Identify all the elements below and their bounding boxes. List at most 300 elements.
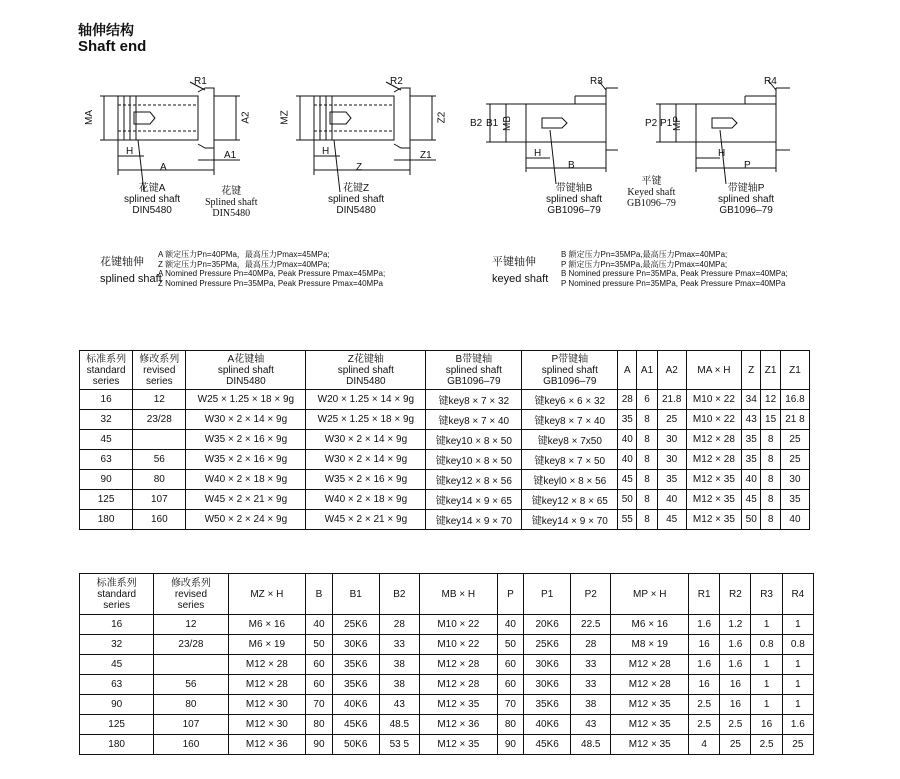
table-cell: 1 bbox=[782, 615, 813, 635]
label-h-b: H bbox=[534, 148, 542, 159]
table-cell: M12 × 36 bbox=[420, 715, 498, 735]
table-cell: 55 bbox=[618, 510, 637, 530]
table-cell: 8 bbox=[637, 490, 657, 510]
table-cell: 40 bbox=[497, 615, 524, 635]
table-cell: 键key8 × 7 × 50 bbox=[522, 450, 618, 470]
table-cell: 8 bbox=[761, 450, 781, 470]
table-row bbox=[80, 510, 810, 530]
column-header-line: splined shaft bbox=[445, 364, 502, 376]
column-header bbox=[720, 574, 751, 615]
column-header-line: B2 bbox=[393, 588, 406, 600]
legend-keyed-line: P Nomined pressure Pn=35MPa, Peak Pressure Pmax=40MPa bbox=[561, 278, 786, 288]
column-header bbox=[782, 574, 813, 615]
caption-p-en: splined shaft bbox=[718, 194, 775, 205]
table-cell: 1 bbox=[782, 675, 813, 695]
table-cell: 56 bbox=[154, 675, 228, 695]
column-header bbox=[80, 351, 133, 390]
table-cell: W30 × 2 × 14 × 9g bbox=[186, 410, 306, 430]
table-cell: 45 bbox=[80, 430, 133, 450]
table-cell: 1.6 bbox=[689, 655, 720, 675]
legend-splined-title-cn: 花键轴伸 bbox=[100, 256, 144, 268]
table-cell: 30K6 bbox=[332, 635, 379, 655]
table-cell: 键key8 × 7x50 bbox=[522, 430, 618, 450]
label-a: A bbox=[160, 162, 167, 173]
table-cell: 1 bbox=[751, 695, 782, 715]
table-cell: M10 × 22 bbox=[686, 390, 742, 410]
table-cell: 键key6 × 6 × 32 bbox=[522, 390, 618, 410]
table-cell: 16.8 bbox=[780, 390, 809, 410]
table-header-row bbox=[80, 574, 814, 615]
table-cell: 1 bbox=[751, 615, 782, 635]
shaft-a-drawing bbox=[100, 82, 240, 192]
legend-splined-line: Z Nomined Pressure Pn=35MPa, Peak Pressure Pmax=40MPa bbox=[158, 278, 383, 288]
column-header-line: 修改系列 bbox=[139, 353, 180, 365]
caption-flat-key bbox=[627, 176, 676, 209]
table-cell: 0.8 bbox=[782, 635, 813, 655]
table-cell: 160 bbox=[154, 735, 228, 755]
column-header-line: R1 bbox=[697, 588, 711, 600]
table-cell: W35 × 2 × 16 × 9g bbox=[186, 430, 306, 450]
column-header-line: revised bbox=[174, 588, 208, 600]
table-row bbox=[80, 470, 810, 490]
table-cell: 35 bbox=[780, 490, 809, 510]
table-cell: 25 bbox=[780, 430, 809, 450]
column-header bbox=[524, 574, 571, 615]
table-cell: 38 bbox=[379, 655, 419, 675]
column-header-line: A1 bbox=[640, 364, 654, 376]
column-header-line: P bbox=[507, 588, 514, 600]
caption-a-std: DIN5480 bbox=[132, 205, 172, 216]
column-header bbox=[761, 351, 781, 390]
table-cell: 8 bbox=[761, 470, 781, 490]
table-cell: M12 × 35 bbox=[686, 490, 742, 510]
table-cell: M12 × 28 bbox=[420, 675, 498, 695]
table-cell: 35 bbox=[618, 410, 637, 430]
table-cell: 50 bbox=[497, 635, 524, 655]
table-row bbox=[80, 490, 810, 510]
table-cell: 43 bbox=[379, 695, 419, 715]
legend-keyed-line: B 额定压力Pn=35MPa,最高压力Pmax=40MPa; bbox=[561, 250, 728, 259]
table-cell: M10 × 22 bbox=[420, 615, 498, 635]
table-cell: 63 bbox=[80, 675, 154, 695]
table-cell: 40 bbox=[657, 490, 686, 510]
table-cell: M12 × 28 bbox=[420, 655, 498, 675]
table-cell: 45 bbox=[742, 490, 761, 510]
table-cell: 1 bbox=[782, 655, 813, 675]
column-header bbox=[522, 351, 618, 390]
column-header bbox=[332, 574, 379, 615]
table-cell: 30K6 bbox=[524, 655, 571, 675]
table-cell: M6 × 19 bbox=[228, 635, 306, 655]
table-cell: 8 bbox=[761, 430, 781, 450]
table-cell: 60 bbox=[497, 675, 524, 695]
column-header bbox=[571, 574, 611, 615]
caption-p-std: GB1096–79 bbox=[719, 205, 773, 216]
column-header-line: MA × H bbox=[697, 364, 731, 376]
shaft-dimensions-table-2 bbox=[79, 573, 814, 755]
table-cell: W35 × 2 × 16 × 9g bbox=[186, 450, 306, 470]
column-header bbox=[420, 574, 498, 615]
table-cell: 48.5 bbox=[379, 715, 419, 735]
table-cell: W35 × 2 × 16 × 9g bbox=[306, 470, 426, 490]
column-header bbox=[80, 574, 154, 615]
table-cell: M12 × 35 bbox=[686, 470, 742, 490]
column-header-line: A2 bbox=[665, 364, 678, 376]
table-cell: 80 bbox=[306, 715, 333, 735]
table-cell: M12 × 36 bbox=[228, 735, 306, 755]
column-header-line: 标准系列 bbox=[86, 353, 127, 365]
table-cell: 键key8 × 7 × 40 bbox=[522, 410, 618, 430]
table-row bbox=[80, 715, 814, 735]
column-header bbox=[751, 574, 782, 615]
table-cell: 125 bbox=[80, 490, 133, 510]
table-cell: 50 bbox=[742, 510, 761, 530]
column-header-line: MZ × H bbox=[250, 588, 284, 600]
caption-flat-key-cn: 平键 bbox=[641, 176, 662, 187]
caption-b-std: GB1096–79 bbox=[547, 205, 601, 216]
table-row bbox=[80, 615, 814, 635]
table-cell: 33 bbox=[379, 635, 419, 655]
caption-z-cn: 花键Z bbox=[343, 183, 370, 194]
legend-keyed-title-en: keyed shaft bbox=[492, 273, 549, 285]
legend-splined bbox=[158, 250, 385, 288]
label-r2: R2 bbox=[390, 76, 403, 87]
table-row bbox=[80, 675, 814, 695]
table-cell: M6 × 16 bbox=[228, 615, 306, 635]
table-cell: 50K6 bbox=[332, 735, 379, 755]
label-a2: A2 bbox=[240, 111, 252, 124]
column-header bbox=[133, 351, 186, 390]
table-cell: 1.6 bbox=[689, 615, 720, 635]
column-header-line: series bbox=[177, 599, 205, 611]
column-header-line: Z1 bbox=[764, 364, 777, 376]
table-cell: 8 bbox=[637, 470, 657, 490]
table-cell: 1 bbox=[751, 675, 782, 695]
caption-spline-key-cn: 花键 bbox=[221, 186, 242, 197]
table-cell: 35K6 bbox=[332, 675, 379, 695]
table-cell: 16 bbox=[689, 635, 720, 655]
table-cell: 50 bbox=[306, 635, 333, 655]
table-cell: 90 bbox=[306, 735, 333, 755]
column-header-line: Z bbox=[748, 364, 755, 376]
table-cell: 4 bbox=[689, 735, 720, 755]
table-cell: M12 × 28 bbox=[686, 450, 742, 470]
column-header-line: B bbox=[315, 588, 323, 600]
table-cell: 1.6 bbox=[720, 655, 751, 675]
table-cell: 63 bbox=[80, 450, 133, 470]
table-cell: 107 bbox=[133, 490, 186, 510]
table-cell: M12 × 35 bbox=[420, 695, 498, 715]
table-cell: 60 bbox=[497, 655, 524, 675]
shaft-dimensions-table-1 bbox=[79, 350, 810, 530]
legend-splined-title-en: splined shaft bbox=[100, 273, 162, 285]
column-header-line: A花键轴 bbox=[227, 353, 265, 365]
table-cell: 25 bbox=[657, 410, 686, 430]
column-header-line: GB1096–79 bbox=[447, 375, 501, 387]
table-cell: 1.6 bbox=[720, 635, 751, 655]
column-header bbox=[154, 574, 228, 615]
table-cell: M12 × 30 bbox=[228, 695, 306, 715]
table-cell: 40K6 bbox=[332, 695, 379, 715]
table-cell: 22.5 bbox=[571, 615, 611, 635]
table-cell: 键key10 × 8 × 50 bbox=[426, 430, 522, 450]
table-cell: 8 bbox=[637, 430, 657, 450]
table-cell: 12 bbox=[133, 390, 186, 410]
label-z1: Z1 bbox=[420, 150, 432, 161]
table-cell: 21 8 bbox=[780, 410, 809, 430]
table-cell: 40 bbox=[780, 510, 809, 530]
table-cell: 90 bbox=[80, 470, 133, 490]
table-cell: 50 bbox=[618, 490, 637, 510]
table-cell: 33 bbox=[571, 675, 611, 695]
table-cell: 2.5 bbox=[689, 715, 720, 735]
caption-b bbox=[546, 183, 602, 216]
table-cell: 34 bbox=[742, 390, 761, 410]
label-h-z: H bbox=[322, 146, 330, 157]
table-cell: 70 bbox=[497, 695, 524, 715]
table-row bbox=[80, 695, 814, 715]
table-cell: 80 bbox=[154, 695, 228, 715]
column-header bbox=[497, 574, 524, 615]
table-cell: M12 × 35 bbox=[611, 715, 689, 735]
table-cell: 40 bbox=[306, 615, 333, 635]
caption-a-en: splined shaft bbox=[124, 194, 181, 205]
table-cell: 12 bbox=[154, 615, 228, 635]
table-cell: 125 bbox=[80, 715, 154, 735]
legend-splined-line: A Nomined Pressure Pn=40MPa, Peak Pressure Pmax=45MPa; bbox=[158, 269, 386, 279]
table-cell: W25 × 1.25 × 18 × 9g bbox=[186, 390, 306, 410]
column-header-line: splined shaft bbox=[541, 364, 598, 376]
table-cell: 16 bbox=[80, 615, 154, 635]
table-cell: 33 bbox=[571, 655, 611, 675]
table-cell: M12 × 28 bbox=[611, 675, 689, 695]
column-header-line: series bbox=[103, 599, 130, 611]
table-cell: 1.6 bbox=[782, 715, 813, 735]
table-cell: 25 bbox=[720, 735, 751, 755]
table-cell: 16 bbox=[80, 390, 133, 410]
table-cell: 28 bbox=[618, 390, 637, 410]
table-cell: W45 × 2 × 21 × 9g bbox=[306, 510, 426, 530]
caption-b-en: splined shaft bbox=[546, 194, 603, 205]
table-cell: 90 bbox=[80, 695, 154, 715]
table-cell: 键key14 × 9 × 70 bbox=[522, 510, 618, 530]
table-cell: 60 bbox=[306, 655, 333, 675]
caption-spline-key-en: Splined shaft bbox=[205, 197, 258, 208]
table-cell: 键key10 × 8 × 50 bbox=[426, 450, 522, 470]
column-header-line: MP × H bbox=[633, 588, 667, 600]
table-cell: 80 bbox=[497, 715, 524, 735]
table-cell: 25 bbox=[782, 735, 813, 755]
column-header-line: GB1096–79 bbox=[543, 375, 597, 387]
table-cell: 16 bbox=[751, 715, 782, 735]
label-r3: R3 bbox=[590, 76, 603, 87]
table-cell: 180 bbox=[80, 735, 154, 755]
label-h-a: H bbox=[126, 146, 134, 157]
label-mb: MB bbox=[502, 116, 513, 131]
column-header bbox=[228, 574, 306, 615]
table-cell: W20 × 1.25 × 14 × 9g bbox=[306, 390, 426, 410]
table-cell: 90 bbox=[497, 735, 524, 755]
table-cell: 8 bbox=[761, 510, 781, 530]
table-cell: 8 bbox=[637, 510, 657, 530]
label-z2: Z2 bbox=[436, 111, 448, 124]
shaft-b-drawing bbox=[486, 80, 618, 184]
table-cell: M12 × 35 bbox=[611, 695, 689, 715]
table-cell: 28 bbox=[571, 635, 611, 655]
column-header-line: A bbox=[623, 364, 631, 376]
table-cell: 键key12 × 8 × 56 bbox=[426, 470, 522, 490]
table-cell: M12 × 28 bbox=[611, 655, 689, 675]
table-cell: 23/28 bbox=[154, 635, 228, 655]
column-header-line: P1 bbox=[541, 588, 554, 600]
table-row bbox=[80, 635, 814, 655]
section-title-en: Shaft end bbox=[78, 38, 147, 55]
table-cell: 0.8 bbox=[751, 635, 782, 655]
table-cell: 32 bbox=[80, 635, 154, 655]
table-cell: M12 × 35 bbox=[420, 735, 498, 755]
column-header-line: standard bbox=[97, 588, 137, 600]
column-header-line: R2 bbox=[728, 588, 742, 600]
table-row bbox=[80, 410, 810, 430]
table-cell: 45 bbox=[618, 470, 637, 490]
table-cell: 25K6 bbox=[524, 635, 571, 655]
column-header-line: DIN5480 bbox=[346, 375, 386, 387]
table-cell: 43 bbox=[742, 410, 761, 430]
table-cell: 38 bbox=[379, 675, 419, 695]
table-cell: W45 × 2 × 21 × 9g bbox=[186, 490, 306, 510]
column-header-line: series bbox=[145, 375, 173, 387]
table-cell: 40 bbox=[618, 430, 637, 450]
column-header-line: DIN5480 bbox=[226, 375, 266, 387]
caption-spline-key-std: DIN5480 bbox=[212, 208, 251, 219]
column-header-line: splined shaft bbox=[337, 364, 394, 376]
column-header-line: R3 bbox=[760, 588, 773, 600]
table-cell: 43 bbox=[571, 715, 611, 735]
label-p: P bbox=[744, 160, 751, 171]
table-cell: M12 × 35 bbox=[686, 510, 742, 530]
caption-spline-key bbox=[205, 186, 258, 219]
label-r1: R1 bbox=[194, 76, 207, 87]
table-cell: 键key8 × 7 × 32 bbox=[426, 390, 522, 410]
table-cell: 20K6 bbox=[524, 615, 571, 635]
table-cell: M8 × 19 bbox=[611, 635, 689, 655]
table-cell: M12 × 28 bbox=[686, 430, 742, 450]
legend-keyed-line: P 额定压力Pn=35MPa,最高压力Pmax=40MPa; bbox=[561, 259, 728, 269]
table-cell: M6 × 16 bbox=[611, 615, 689, 635]
table-cell: 180 bbox=[80, 510, 133, 530]
label-p1: P1 bbox=[660, 118, 673, 129]
column-header bbox=[186, 351, 306, 390]
column-header bbox=[618, 351, 637, 390]
table-cell: W30 × 2 × 14 × 9g bbox=[306, 430, 426, 450]
legend-keyed-line: B Nomined pressure Pn=35MPa, Peak Pressure Pmax=40MPa; bbox=[561, 269, 788, 279]
column-header-line: R4 bbox=[791, 588, 805, 600]
table-cell: M12 × 30 bbox=[228, 715, 306, 735]
table-cell: 8 bbox=[637, 410, 657, 430]
caption-a-cn: 花键A bbox=[138, 183, 166, 194]
table-cell: W25 × 1.25 × 18 × 9g bbox=[306, 410, 426, 430]
column-header bbox=[742, 351, 761, 390]
label-p2: P2 bbox=[645, 118, 658, 129]
shaft-z-drawing bbox=[296, 82, 436, 192]
column-header-line: P带键轴 bbox=[551, 353, 589, 365]
table-cell: 35 bbox=[742, 430, 761, 450]
column-header-line: 修改系列 bbox=[170, 577, 211, 589]
table-cell: 35 bbox=[657, 470, 686, 490]
table-cell: 30 bbox=[657, 450, 686, 470]
table-row bbox=[80, 390, 810, 410]
table-header-row bbox=[80, 351, 810, 390]
caption-p-cn: 带键轴P bbox=[727, 183, 765, 194]
table-cell: 45 bbox=[80, 655, 154, 675]
table-cell: 35 bbox=[742, 450, 761, 470]
caption-flat-key-std: GB1096–79 bbox=[627, 198, 676, 209]
table-cell: 1.2 bbox=[720, 615, 751, 635]
shaft-p-drawing bbox=[656, 80, 790, 184]
table-cell: 1 bbox=[751, 655, 782, 675]
caption-z bbox=[328, 183, 384, 216]
table-row bbox=[80, 450, 810, 470]
caption-b-cn: 带键轴B bbox=[555, 183, 593, 194]
table-cell bbox=[133, 430, 186, 450]
table-cell: 30 bbox=[657, 430, 686, 450]
table-cell: 107 bbox=[154, 715, 228, 735]
table-cell: 8 bbox=[637, 450, 657, 470]
column-header-line: Z1 bbox=[789, 364, 801, 376]
column-header bbox=[657, 351, 686, 390]
table-cell: 35K6 bbox=[524, 695, 571, 715]
legend-keyed-title-cn: 平键轴伸 bbox=[492, 256, 536, 268]
table-cell: 16 bbox=[689, 675, 720, 695]
table-cell: 键key8 × 7 × 40 bbox=[426, 410, 522, 430]
column-header-line: 标准系列 bbox=[96, 577, 137, 589]
table-cell: 2.5 bbox=[720, 715, 751, 735]
column-header bbox=[780, 351, 809, 390]
table-cell: 40K6 bbox=[524, 715, 571, 735]
table-row bbox=[80, 655, 814, 675]
column-header-line: P2 bbox=[584, 588, 597, 600]
label-mz: MZ bbox=[279, 110, 291, 125]
table-cell: 160 bbox=[133, 510, 186, 530]
table-cell: M10 × 22 bbox=[686, 410, 742, 430]
column-header-line: revised bbox=[143, 364, 176, 376]
table-cell: M12 × 35 bbox=[611, 735, 689, 755]
label-ma: MA bbox=[84, 110, 95, 125]
table-cell: 23/28 bbox=[133, 410, 186, 430]
table-row bbox=[80, 430, 810, 450]
table-cell: W40 × 2 × 18 × 9g bbox=[186, 470, 306, 490]
column-header-line: series bbox=[92, 375, 120, 387]
legend-keyed-title bbox=[492, 254, 548, 288]
table-cell: 30 bbox=[780, 470, 809, 490]
label-b2: B2 bbox=[470, 118, 483, 129]
table-row bbox=[80, 735, 814, 755]
column-header-line: B带键轴 bbox=[455, 353, 493, 365]
column-header bbox=[689, 574, 720, 615]
column-header-line: Z花键轴 bbox=[347, 353, 384, 365]
label-h-p: H bbox=[718, 148, 726, 159]
table-cell: 80 bbox=[133, 470, 186, 490]
table-cell: 键key14 × 9 × 65 bbox=[426, 490, 522, 510]
label-b1: B1 bbox=[486, 118, 499, 129]
table-cell: 15 bbox=[761, 410, 781, 430]
column-header bbox=[686, 351, 742, 390]
table-cell: 28 bbox=[379, 615, 419, 635]
caption-flat-key-en: Keyed shaft bbox=[627, 187, 676, 198]
table-cell: M12 × 28 bbox=[228, 655, 306, 675]
table-cell: W50 × 2 × 24 × 9g bbox=[186, 510, 306, 530]
table-cell: 8 bbox=[761, 490, 781, 510]
